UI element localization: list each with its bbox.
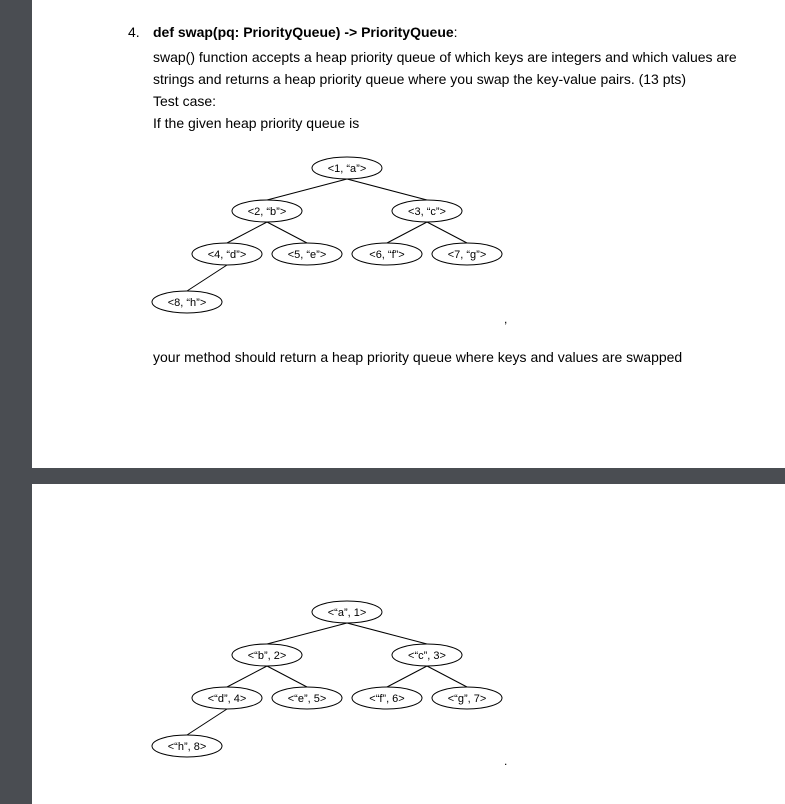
tree-node — [432, 243, 502, 265]
description-line-2: strings and returns a heap priority queue where you swap the key-value pairs. (13 pts) — [153, 71, 687, 87]
tree-node — [152, 291, 222, 313]
tree-node-label: <“g”, 7> — [447, 693, 487, 705]
tree-node-label: <3, “c”> — [408, 206, 446, 218]
tree-node-label: <“a”, 1> — [327, 607, 367, 619]
tree-node — [352, 687, 422, 709]
tree-node-label: <“e”, 5> — [287, 693, 327, 705]
tree-node — [392, 644, 462, 666]
stray-comma: , — [504, 312, 508, 326]
tree-edge — [187, 709, 227, 735]
tree-edge — [387, 222, 427, 243]
tree-edge — [227, 666, 267, 687]
tree-edge — [187, 265, 227, 291]
document-page-1 — [32, 0, 785, 468]
tree-node-label: <6, “f”> — [369, 249, 405, 261]
tree-node — [232, 644, 302, 666]
tree-node-label: <“d”, 4> — [207, 693, 247, 705]
tree-node-label: <“b”, 2> — [247, 650, 287, 662]
tree-node-label: <“c”, 3> — [408, 650, 446, 662]
tree-edge — [427, 222, 467, 243]
tree-edge — [347, 179, 427, 200]
tree-edge — [267, 623, 347, 644]
tree-node — [232, 200, 302, 222]
tree-node — [272, 243, 342, 265]
stray-dot: . — [504, 754, 508, 768]
result-text: your method should return a heap priority queue where keys and values are swapped — [153, 349, 683, 365]
signature-text: def swap(pq: PriorityQueue) -> PriorityQueue — [153, 24, 454, 40]
tree-node — [192, 687, 262, 709]
tree-edge — [387, 666, 427, 687]
tree-node — [352, 243, 422, 265]
document-page-2 — [32, 484, 785, 804]
test-case-label: Test case: — [153, 93, 217, 109]
tree-node — [312, 601, 382, 623]
tree-node-label: <“h”, 8> — [167, 741, 207, 753]
function-signature — [153, 24, 458, 40]
tree-node — [272, 687, 342, 709]
tree-edge — [267, 179, 347, 200]
given-text: If the given heap priority queue is — [153, 115, 360, 131]
tree-node-label: <8, “h”> — [167, 297, 207, 309]
tree-edge — [427, 666, 467, 687]
tree-edge — [227, 222, 267, 243]
tree-edge — [347, 623, 427, 644]
signature-colon: : — [453, 24, 458, 40]
description-line-1: swap() function accepts a heap priority queue of which keys are integers and which values are — [153, 49, 737, 65]
tree-node-label: <7, “g”> — [447, 249, 487, 261]
tree-node-label: <“f”, 6> — [369, 693, 405, 705]
tree-node — [392, 200, 462, 222]
tree-node-label: <1, “a”> — [327, 163, 367, 175]
tree-edge — [267, 666, 307, 687]
tree-node — [312, 157, 382, 179]
tree-node — [432, 687, 502, 709]
tree-node-label: <2, “b”> — [247, 206, 287, 218]
tree-edge — [267, 222, 307, 243]
output-heap-tree — [32, 594, 785, 769]
input-heap-tree — [32, 150, 785, 325]
tree-node-label: <5, “e”> — [287, 249, 327, 261]
tree-node — [192, 243, 262, 265]
question-number: 4. — [128, 24, 140, 40]
tree-node-label: <4, “d”> — [207, 249, 247, 261]
tree-node — [152, 735, 222, 757]
